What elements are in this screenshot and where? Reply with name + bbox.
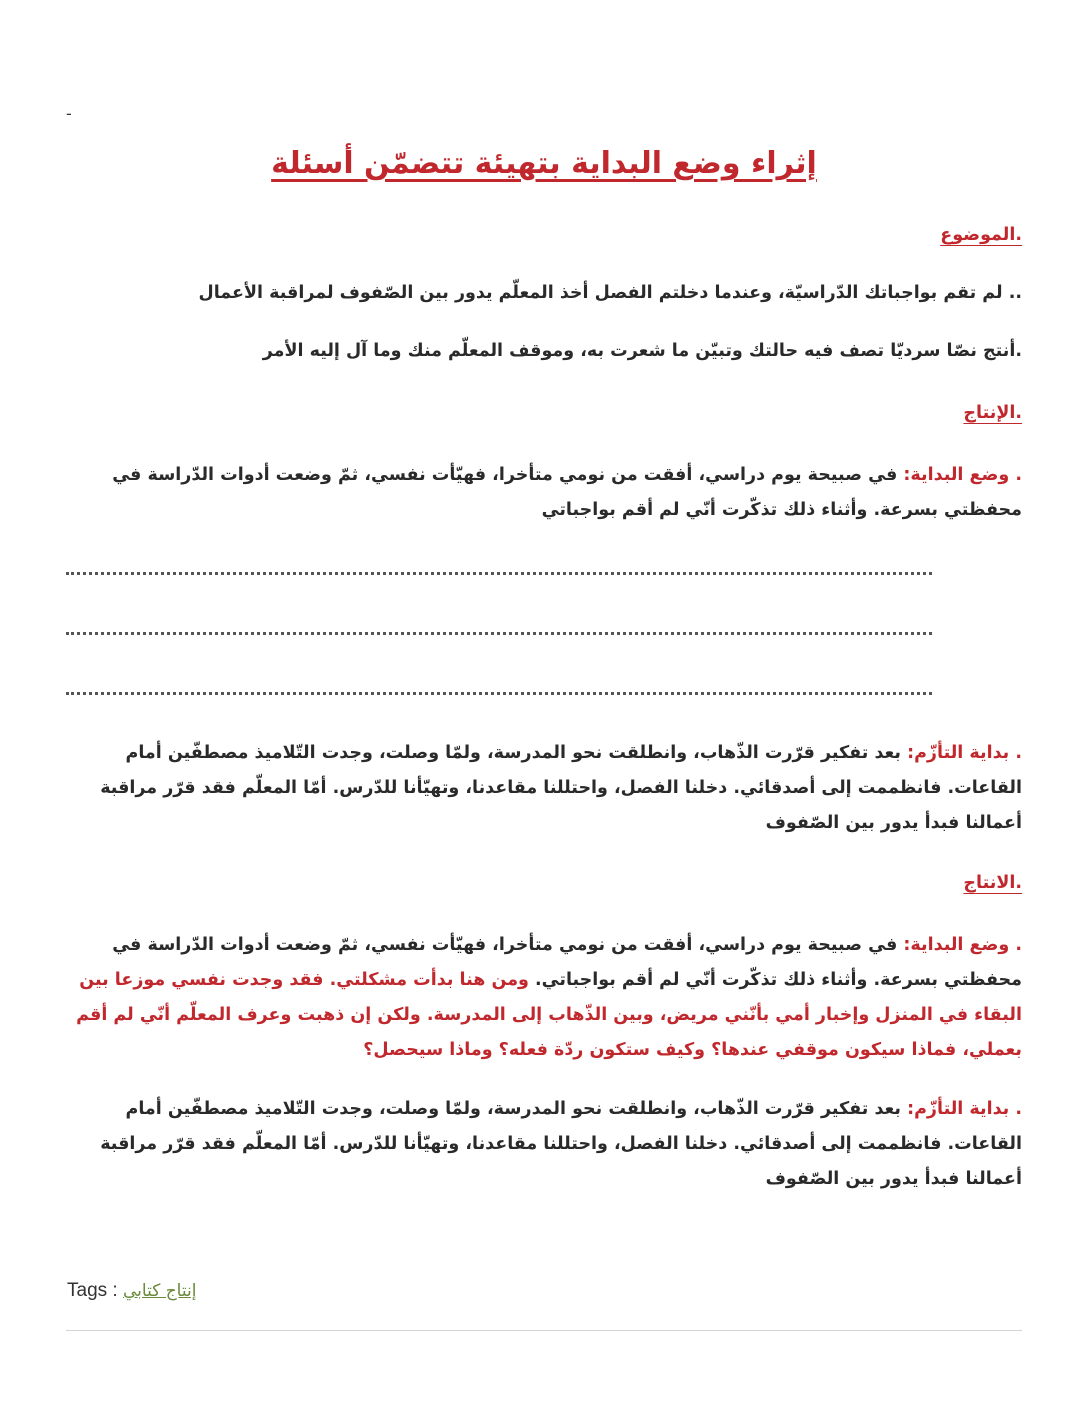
production-2-heading: .الانتاج [963,873,1022,893]
start-text: في صبيحة يوم دراسي، أفقت من نومي متأخرا، فهيّأت نفسي، ثمّ وضعت أدوات الدّراسة في محفظتي بسرعة. وأثناء ذلك تذكّرت أنّي لم أقم بواجباتي [112,465,1022,520]
topic-heading: .الموضوع [940,225,1022,245]
production-1-heading: .الإنتاج [963,403,1022,423]
tension-text: بعد تفكير قرّرت الذّهاب، وانطلقت نحو المدرسة، ولمّا وصلت، وجدت التّلاميذ مصطفّين أمام القاعات. فانظممت إلى أصدقائي. دخلنا الفصل، واحتللنا مقاعدنا، وتهيّأنا للدّرس. أمّا المعلّم فقد قرّر مراقبة أعمالنا فبدأ يدور بين الصّفوف [100,743,1022,833]
start-label: . وضع البداية: [903,465,1022,485]
dotted-answer-line [66,572,932,575]
dotted-answer-line [66,632,932,635]
dotted-answer-line [66,692,932,695]
tags-label: Tags : [67,1280,123,1301]
tension-text: بعد تفكير قرّرت الذّهاب، وانطلقت نحو المدرسة، ولمّا وصلت، وجدت التّلاميذ مصطفّين أمام القاعات. فانظممت إلى أصدقائي. دخلنا الفصل، واحتللنا مقاعدنا، وتهيّأنا للدّرس. أمّا المعلّم فقد قرّر مراقبة أعمالنا فبدأ يدور بين الصّفوف [100,1099,1022,1189]
topic-line-2: .أنتج نصّا سرديّا تصف فيه حالتك وتبيّن ما شعرت به، وموقف المعلّم منك وما آل إليه الأمر [262,341,1022,361]
footer-divider [66,1330,1022,1331]
dash-mark: - [66,104,72,123]
start-highlight-text: ومن هنا بدأت مشكلتي. فقد وجدت نفسي موزعا بين البقاء في المنزل وإخبار أمي بأنّني مريض، وبين الذّهاب إلى المدرسة. ولكن إن ذهبت وعرف المعلّم أنّي لم أقم بعملي، فماذا سيكون موقفي عندها؟ وكيف ستكون ردّة فعله؟ وماذا سيحصل؟ [76,970,1022,1060]
start-text: في صبيحة يوم دراسي، أفقت من نومي متأخرا، فهيّأت نفسي، ثمّ وضعت أدوات الدّراسة في محفظتي بسرعة. وأثناء ذلك تذكّرت أنّي لم أقم بواجباتي. [112,935,1022,990]
start-label: . وضع البداية: [903,935,1022,955]
topic-line-1: .. لم تقم بواجباتك الدّراسيّة، وعندما دخلتم الفصل أخذ المعلّم يدور بين الصّفوف لمراقبة الأعمال [198,283,1022,303]
tag-link[interactable]: إنتاج كتابي [122,1281,197,1301]
tension-label: . بداية التأزّم: [907,743,1022,763]
production-1-tension-paragraph [62,736,1022,841]
tension-label: . بداية التأزّم: [907,1099,1022,1119]
production-2-start-paragraph [62,928,1022,1068]
production-2-tension-paragraph [62,1092,1022,1197]
production-1-start-paragraph [62,458,1022,528]
tags-row [67,1280,196,1302]
page-title: إثراء وضع البداية بتهيئة تتضمّن أسئلة [271,146,817,181]
